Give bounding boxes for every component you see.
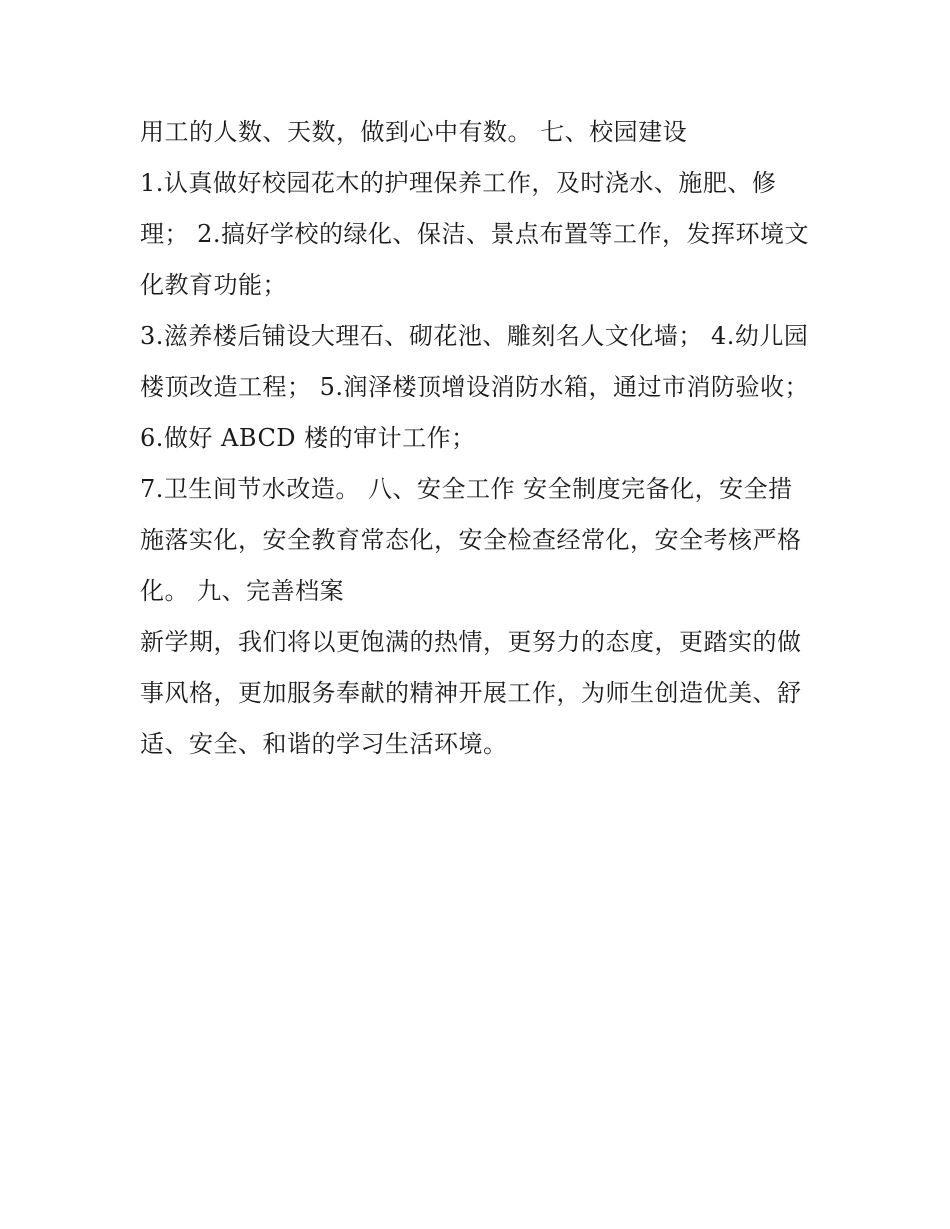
text-line: 6.做好 ABCD 楼的审计工作； <box>140 424 476 452</box>
text-line: 事风格，更加服务奉献的精神开展工作，为师生创造优美、舒 <box>140 679 802 707</box>
text-line: 1.认真做好校园花木的护理保养工作，及时浇水、施肥、修 <box>140 169 777 197</box>
text-line: 用工的人数、天数，做到心中有数。 七、校园建设 <box>140 118 688 146</box>
text-line: 7.卫生间节水改造。 八、安全工作 安全制度完备化，安全措 <box>140 475 793 503</box>
text-line: 楼顶改造工程； 5.润泽楼顶增设消防水箱，通过市消防验收； <box>140 373 810 401</box>
text-line: 3.滋养楼后铺设大理石、砌花池、雕刻名人文化墙； 4.幼儿园 <box>140 322 809 350</box>
text-line: 化教育功能； <box>140 271 287 299</box>
text-line: 施落实化，安全教育常态化，安全检查经常化，安全考核严格 <box>140 526 802 554</box>
document-body-text <box>140 107 820 770</box>
text-line: 适、安全、和谐的学习生活环境。 <box>140 730 508 758</box>
text-line: 理； 2.搞好学校的绿化、保洁、景点布置等工作，发挥环境文 <box>140 220 810 248</box>
text-line: 化。 九、完善档案 <box>140 577 345 605</box>
text-line: 新学期，我们将以更饱满的热情，更努力的态度，更踏实的做 <box>140 628 802 656</box>
